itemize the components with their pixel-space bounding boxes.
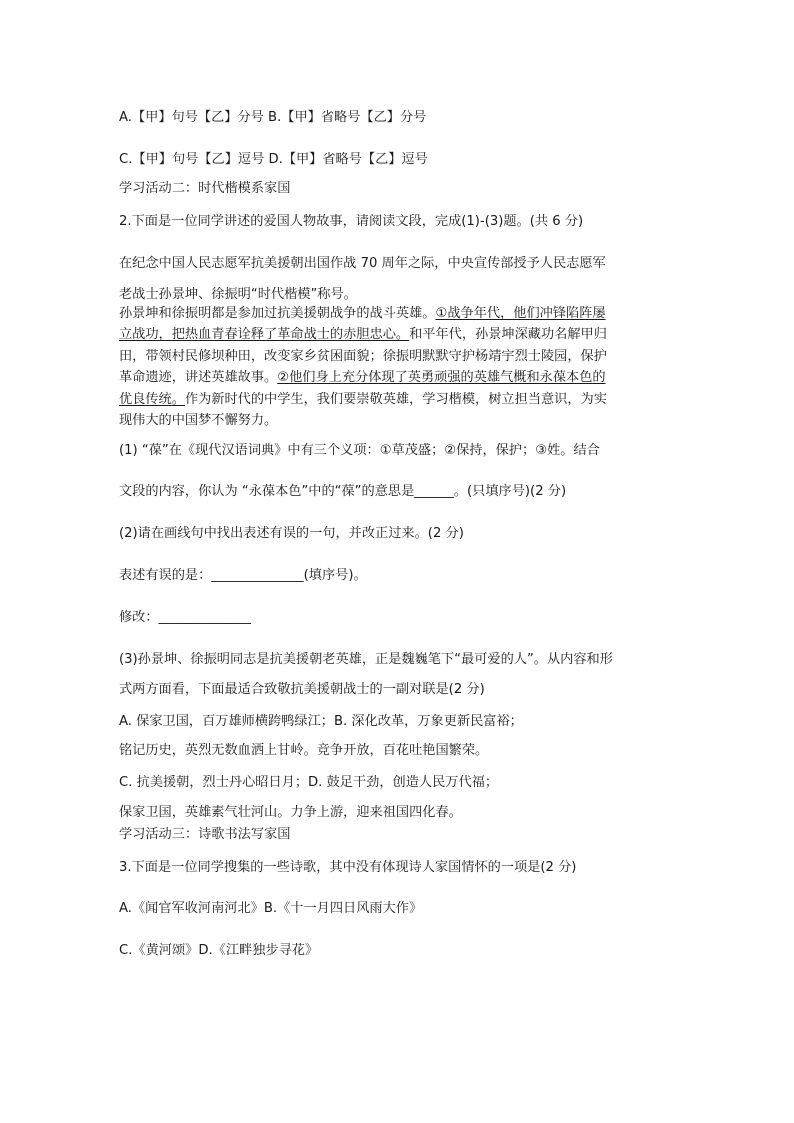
- passage-text: 革命遗迹，讲述英雄故事。: [119, 370, 278, 385]
- passage-line-6: [119, 369, 606, 387]
- passage-line-5: 田，带领村民修坝种田，改变家乡贫困面貌；徐振明默默守护杨靖宇烈士陵园，保护: [119, 349, 607, 364]
- passage-line-2: 老战士孙景坤、徐振明“时代楷模”称号。: [119, 287, 357, 302]
- q3-stem: 3.下面是一位同学搜集的一些诗歌，其中没有体现诗人家国情怀的一项是(2 分): [119, 860, 577, 875]
- q1-options-ab: A.【甲】句号【乙】分号 B.【甲】省略号【乙】分号: [119, 110, 427, 125]
- passage-line-3: [119, 305, 606, 323]
- sub2-wrong-blank: 表述有误的是：______________(填序号)。: [119, 568, 367, 583]
- passage-line-8: 现伟大的中国梦不懈努力。: [119, 413, 278, 428]
- passage-line-4: [119, 326, 607, 344]
- underlined-sentence-1-cont: 立战功，把热血青春诠释了革命战士的赤胆忠心。: [119, 327, 410, 342]
- sub2-question: (2)请在画线句中找出表述有误的一句，并改正过来。(2 分): [119, 526, 464, 541]
- passage-text: 和平年代，孙景坤深藏功名解甲归: [409, 327, 607, 342]
- couplet-cd-lower: 保家卫国，英雄素气壮河山。力争上游，迎来祖国四化春。: [119, 805, 462, 820]
- q1-options-cd: C.【甲】句号【乙】逗号 D.【甲】省略号【乙】逗号: [119, 152, 428, 167]
- activity3-title: 学习活动三：诗歌书法写家国: [119, 827, 291, 842]
- sub1-line-2: 文段的内容，你认为 “永葆本色”中的“葆”的意思是______。(只填序号)(2 分): [119, 484, 567, 499]
- sub2-fix-blank: 修改：______________: [119, 610, 251, 625]
- couplet-cd-upper: C. 抗美援朝，烈士丹心昭日月；D. 鼓足干劲，创造人民万代福；: [119, 775, 499, 790]
- couplet-ab-upper: A. 保家卫国，百万雄师横跨鸭绿江；B. 深化改革，万象更新民富裕；: [119, 714, 523, 729]
- underlined-sentence-2: ②他们身上充分体现了英勇顽强的英雄气概和永葆本色的: [277, 370, 606, 385]
- q3-options-cd: C.《黄河颂》D.《江畔独步寻花》: [119, 943, 319, 958]
- couplet-ab-lower: 铭记历史，英烈无数血洒上甘岭。竞争开放，百花吐艳国繁荣。: [119, 743, 489, 758]
- passage-text: 作为新时代的中学生，我们要崇敬英雄，学习楷模，树立担当意识，为实: [184, 392, 607, 407]
- passage-line-1: 在纪念中国人民志愿军抗美援朝出国作战 70 周年之际，中央宣传部授予人民志愿军: [119, 256, 606, 271]
- q3-options-ab: A.《闻官军收河南河北》B.《十一月四日风雨大作》: [119, 901, 423, 916]
- passage-line-7: [119, 391, 607, 409]
- underlined-sentence-2-cont: 优良传统。: [119, 392, 185, 407]
- q2-stem: 2.下面是一位同学讲述的爱国人物故事，请阅读文段，完成(1)-(3)题。(共 6 分): [119, 214, 584, 229]
- sub3-line-2: 式两方面看，下面最适合致敬抗美援朝战士的一副对联是(2 分): [119, 682, 485, 697]
- underlined-sentence-1: ①战争年代，他们冲锋陷阵屡: [435, 306, 606, 321]
- sub1-line-1: (1) “葆”在《现代汉语词典》中有三个义项：①草茂盛；②保持，保护；③姓。结合: [119, 443, 600, 458]
- sub3-line-1: (3)孙景坤、徐振明同志是抗美援朝老英雄，正是魏巍笔下“最可爱的人”。从内容和形: [119, 652, 613, 667]
- activity2-title: 学习活动二：时代楷模系家国: [119, 181, 291, 196]
- passage-text: 孙景坤和徐振明都是参加过抗美援朝战争的战斗英雄。: [119, 306, 436, 321]
